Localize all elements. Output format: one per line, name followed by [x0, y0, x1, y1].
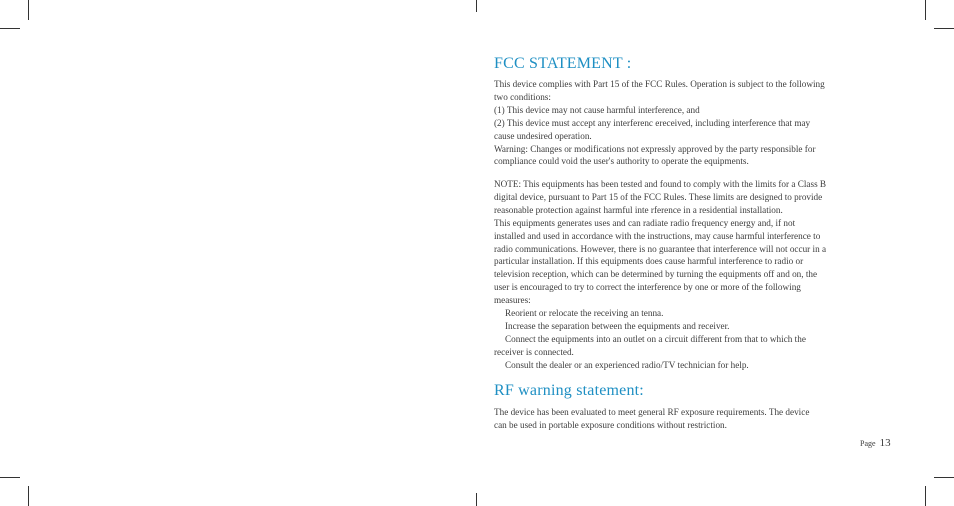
- text-line: Warning: Changes or modifications not expressly approved by the party responsible for: [494, 143, 816, 154]
- text-line: two conditions:: [494, 91, 551, 102]
- crop-mark: [476, 0, 477, 12]
- crop-mark: [934, 28, 954, 29]
- text-line: user is encouraged to try to correct the interference by one or more of the following: [494, 282, 801, 293]
- crop-mark: [934, 477, 954, 478]
- page-number-value: 13: [879, 437, 891, 449]
- text-line: This device complies with Part 15 of the FCC Rules. Operation is subject to the following: [494, 79, 825, 89]
- text-line: (2) This device must accept any interferenc ereceived, including interference that may: [494, 117, 811, 128]
- text-line: installed and used in accordance with the instructions, may cause harmful interference to: [494, 230, 821, 241]
- crop-mark: [0, 28, 20, 29]
- measure-item: Connect the equipments into an outlet on a circuit different from that to which the: [505, 333, 806, 344]
- text-line: compliance could void the user's authority to operate the equipments.: [494, 156, 749, 167]
- crop-mark: [0, 477, 20, 478]
- text-line: This equipments generates uses and can radiate radio frequency energy and, if not: [494, 217, 796, 228]
- text-line: particular installation. If this equipments does cause harmful interference to radio or: [494, 256, 804, 267]
- rf-warning-paragraph: [494, 406, 844, 432]
- text-line: (1) This device may not cause harmful interference, and: [494, 104, 700, 115]
- text-line: radio communications. However, there is no guarantee that interference will not occur in a: [494, 243, 827, 254]
- measure-item: Increase the separation between the equipments and receiver.: [505, 320, 730, 331]
- text-line: television reception, which can be determined by turning the equipments off and on, the: [494, 269, 818, 280]
- text-line: cause undesired operation.: [494, 130, 592, 141]
- crop-mark: [28, 0, 29, 20]
- text-line: reasonable protection against harmful inte rference in a residential installation.: [494, 204, 783, 215]
- measure-item: Reorient or relocate the receiving an tenna.: [505, 308, 664, 319]
- text-line: can be used in portable exposure conditions without restriction.: [494, 419, 727, 430]
- text-line: receiver is connected.: [494, 346, 574, 357]
- fcc-statement-title: FCC STATEMENT :: [494, 55, 632, 72]
- crop-mark: [925, 486, 926, 506]
- text-line: measures:: [494, 295, 531, 306]
- page-number: [860, 433, 891, 451]
- crop-mark: [476, 493, 477, 506]
- text-line: The device has been evaluated to meet general RF exposure requirements. The device: [494, 407, 810, 417]
- fcc-note-paragraph: [494, 178, 844, 372]
- text-line: digital device, pursuant to Part 15 of the FCC Rules. These limits are designed to provide: [494, 191, 823, 202]
- rf-warning-title: RF warning statement:: [494, 382, 644, 399]
- page-label: Page: [860, 439, 876, 448]
- fcc-conditions-paragraph: [494, 78, 844, 168]
- text-line: NOTE: This equipments has been tested and found to comply with the limits for a Class B: [494, 179, 827, 189]
- crop-mark: [28, 486, 29, 506]
- measure-item: Consult the dealer or an experienced radio/TV technician for help.: [505, 359, 749, 370]
- crop-mark: [925, 0, 926, 20]
